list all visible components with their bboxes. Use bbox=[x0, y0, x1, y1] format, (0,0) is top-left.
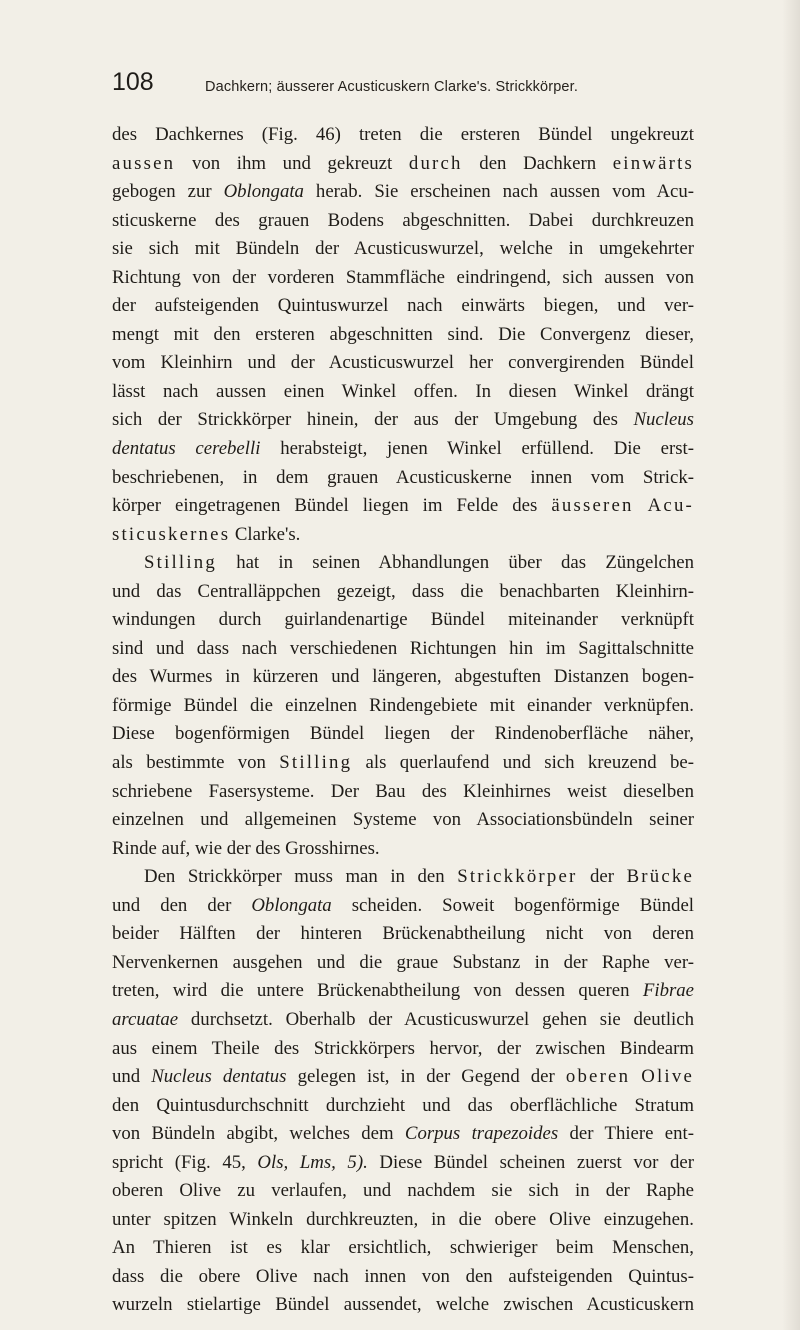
text-line bbox=[112, 920, 694, 949]
text-line bbox=[112, 492, 694, 521]
text-segment: lässt nach aussen einen Winkel offen. In diesen Winkel drängt bbox=[112, 380, 694, 402]
text-segment: der bbox=[577, 866, 627, 888]
text-segment: An Thieren ist es klar ersichtlich, schwieriger beim Menschen, bbox=[112, 1237, 694, 1259]
text-segment: Richtung von der vorderen Stammfläche eindringend, sich aussen von bbox=[112, 266, 694, 288]
italic-term: arcuatae bbox=[112, 1008, 179, 1030]
text-line bbox=[112, 178, 694, 207]
text-segment: gebogen zur bbox=[112, 181, 224, 203]
text-segment: unter spitzen Winkeln durchkreuzten, in die obere Olive einzugehen. bbox=[112, 1208, 694, 1230]
text-line bbox=[112, 1006, 694, 1035]
text-line bbox=[112, 949, 694, 978]
text-line bbox=[112, 150, 694, 179]
italic-term: Ols, Lms, 5). bbox=[257, 1151, 368, 1173]
text-segment: Clarke's. bbox=[230, 523, 301, 545]
spaced-term: Strickkörper bbox=[457, 866, 578, 888]
text-line bbox=[112, 378, 694, 407]
text-segment: der aufsteigenden Quintuswurzel nach einwärts biegen, und ver- bbox=[112, 295, 694, 317]
text-segment: des Wurmes in kürzeren und längeren, abgestuften Distanzen bogen- bbox=[112, 666, 694, 688]
text-segment: durchsetzt. Oberhalb der Acusticuswurzel gehen sie deutlich bbox=[178, 1008, 694, 1030]
text-line bbox=[112, 464, 694, 493]
running-head: Dachkern; äusserer Acusticuskern Clarke's. Strickkörper. bbox=[205, 79, 578, 95]
body-text bbox=[112, 121, 694, 1320]
text-segment: einzelnen und allgemeinen Systeme von Associationsbündeln seiner bbox=[112, 809, 694, 831]
text-segment bbox=[630, 1066, 641, 1087]
text-segment: wurzeln stielartige Bündel aussendet, welche zwischen Acusticuskern bbox=[112, 1294, 694, 1316]
text-line bbox=[112, 778, 694, 807]
text-line bbox=[112, 1177, 694, 1206]
page-number: 108 bbox=[112, 68, 154, 96]
text-segment: beschriebenen, in dem grauen Acusticuskerne innen vom Strick- bbox=[112, 466, 694, 488]
text-segment: aus einem Theile des Strickkörpers hervor, der zwischen Bindearm bbox=[112, 1037, 694, 1059]
spaced-term: äusseren bbox=[551, 495, 634, 517]
text-line bbox=[112, 1063, 694, 1092]
text-segment: sind und dass nach verschiedenen Richtungen hin im Sagittalschnitte bbox=[112, 637, 694, 659]
italic-term: Nucleus dentatus bbox=[151, 1066, 287, 1088]
text-line bbox=[112, 635, 694, 664]
spaced-term: Stilling bbox=[279, 752, 353, 774]
text-line bbox=[112, 1035, 694, 1064]
text-line bbox=[112, 749, 694, 778]
text-line bbox=[112, 863, 694, 892]
text-line bbox=[112, 549, 694, 578]
text-segment: scheiden. Soweit bogenförmige Bündel bbox=[331, 894, 694, 916]
text-segment: sich der Strickkörper hinein, der aus der Umgebung des bbox=[112, 409, 634, 431]
text-line bbox=[112, 720, 694, 749]
text-segment: mengt mit den ersteren abgeschnitten sind. Die Convergenz dieser, bbox=[112, 323, 694, 345]
spaced-term: Brücke bbox=[626, 866, 694, 888]
text-line bbox=[112, 806, 694, 835]
spaced-term: Stilling bbox=[144, 552, 217, 574]
text-segment: den Dachkern bbox=[462, 152, 613, 174]
text-line bbox=[112, 1120, 694, 1149]
text-segment: herabsteigt, jenen Winkel erfüllend. Die erst- bbox=[260, 438, 694, 460]
text-segment: Nervenkernen ausgehen und die graue Substanz in der Raphe ver- bbox=[112, 951, 694, 973]
text-line bbox=[112, 578, 694, 607]
text-line bbox=[112, 235, 694, 264]
text-segment: herab. Sie erscheinen nach aussen vom Acu- bbox=[303, 181, 694, 203]
text-line bbox=[112, 1092, 694, 1121]
text-line bbox=[112, 1291, 694, 1320]
text-segment: Diese bogenförmigen Bündel liegen der Rindenoberfläche näher, bbox=[112, 723, 694, 745]
text-segment: Den Strickkörper muss man in den bbox=[144, 866, 458, 888]
page-edge-shadow bbox=[782, 0, 800, 1330]
text-segment: sticuskerne des grauen Bodens abgeschnitten. Dabei durchkreuzen bbox=[112, 209, 694, 231]
text-line bbox=[112, 977, 694, 1006]
text-segment: und den der bbox=[112, 894, 252, 916]
text-line bbox=[112, 321, 694, 350]
spaced-term: durch bbox=[408, 152, 463, 174]
text-line bbox=[112, 349, 694, 378]
text-line bbox=[112, 406, 694, 435]
text-segment: sie sich mit Bündeln der Acusticuswurzel, welche in umgekehrter bbox=[112, 238, 694, 260]
text-segment: dass die obere Olive nach innen von den aufsteigenden Quintus- bbox=[112, 1265, 694, 1287]
text-line bbox=[112, 663, 694, 692]
italic-term: Fibrae bbox=[642, 980, 694, 1002]
spaced-term: oberen bbox=[565, 1066, 631, 1088]
text-segment: vom Kleinhirn und der Acusticuswurzel her convergirenden Bündel bbox=[112, 352, 694, 374]
text-line bbox=[112, 435, 694, 464]
text-segment: von Bündeln abgibt, welches dem bbox=[112, 1123, 405, 1145]
spaced-term: Acu- bbox=[647, 495, 694, 517]
text-segment: von ihm und gekreuzt bbox=[175, 152, 409, 174]
text-segment: spricht (Fig. 45, bbox=[112, 1151, 258, 1173]
text-segment bbox=[634, 495, 648, 516]
italic-term: Oblongata bbox=[251, 894, 332, 916]
text-segment: Rinde auf, wie der des Grosshirnes. bbox=[112, 837, 380, 859]
text-line bbox=[112, 292, 694, 321]
italic-term: Oblongata bbox=[223, 181, 304, 203]
text-segment: treten, wird die untere Brückenabtheilung von dessen queren bbox=[112, 980, 643, 1002]
spaced-term: sticuskernes bbox=[112, 523, 231, 545]
text-line bbox=[112, 1149, 694, 1178]
text-line bbox=[112, 1234, 694, 1263]
text-segment: als bestimmte von bbox=[112, 752, 280, 774]
text-segment: hat in seinen Abhandlungen über das Züngelchen bbox=[216, 552, 694, 574]
text-line bbox=[112, 892, 694, 921]
text-line bbox=[112, 606, 694, 635]
text-segment: gelegen ist, in der Gegend der bbox=[286, 1066, 566, 1088]
text-line bbox=[112, 521, 694, 550]
text-line bbox=[112, 692, 694, 721]
spaced-term: aussen bbox=[112, 152, 176, 174]
text-segment: windungen durch guirlandenartige Bündel miteinander verknüpft bbox=[112, 609, 694, 631]
text-line bbox=[112, 835, 694, 864]
text-segment: schriebene Fasersysteme. Der Bau des Kleinhirnes weist dieselben bbox=[112, 780, 694, 802]
text-segment: der Thiere ent- bbox=[558, 1123, 695, 1145]
text-segment: oberen Olive zu verlaufen, und nachdem sie sich in der Raphe bbox=[112, 1180, 694, 1202]
text-line bbox=[112, 1206, 694, 1235]
text-segment: körper eingetragenen Bündel liegen im Felde des bbox=[112, 495, 552, 517]
text-segment: und bbox=[112, 1066, 152, 1088]
spaced-term: einwärts bbox=[612, 152, 694, 174]
text-line bbox=[112, 207, 694, 236]
text-segment: beider Hälften der hinteren Brückenabtheilung nicht von deren bbox=[112, 923, 694, 945]
text-segment: den Quintusdurchschnitt durchzieht und das oberflächliche Stratum bbox=[112, 1094, 694, 1116]
text-line bbox=[112, 121, 694, 150]
italic-term: Nucleus bbox=[633, 409, 694, 431]
text-line bbox=[112, 264, 694, 293]
text-segment: als querlaufend und sich kreuzend be- bbox=[352, 752, 694, 774]
text-segment: förmige Bündel die einzelnen Rindengebiete mit einander verknüpfen. bbox=[112, 694, 694, 716]
italic-term: Corpus trapezoides bbox=[404, 1123, 559, 1145]
text-segment: des Dachkernes (Fig. 46) treten die ersteren Bündel ungekreuzt bbox=[112, 124, 694, 145]
text-line bbox=[112, 1263, 694, 1292]
text-segment: und das Centralläppchen gezeigt, dass die benachbarten Kleinhirn- bbox=[112, 580, 694, 602]
spaced-term: Olive bbox=[641, 1066, 694, 1088]
text-segment: Diese Bündel scheinen zuerst vor der bbox=[367, 1151, 694, 1173]
italic-term: dentatus cerebelli bbox=[112, 438, 261, 460]
